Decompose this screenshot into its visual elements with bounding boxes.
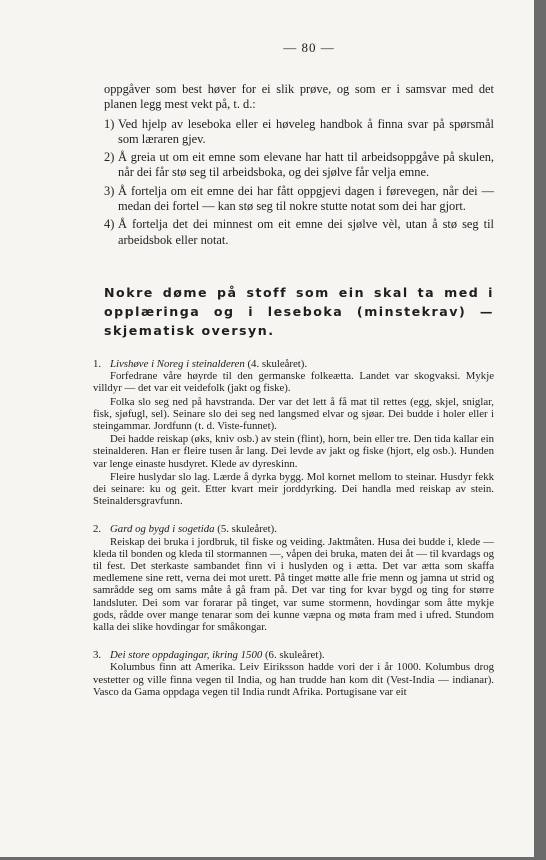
task-list — [104, 117, 494, 248]
section-paragraph: Fleire huslydar slo lag. Lærde å dyrka bygg. Mol kornet mellom to steinar. Husdyr fekk dei seinare: ku og geit. Etter kvart meir jorddyrking. Dei handla med reiskap av stein. Steinaldersgravfunn. — [93, 470, 494, 508]
section-paragraph: Forfedrane våre høyrde til den germanske folkeætta. Landet var skogvaksi. Mykje villdyr — det var eit veidefolk (jakt og fiske). — [93, 370, 494, 395]
intro-paragraph: oppgåver som best høver for ei slik prøve, og som er i samsvar med det planen legg mest vekt på, t. d.: — [104, 82, 494, 112]
section-paragraph: Folka slo seg ned på havstranda. Der var det lett å få mat til rettes (egg, skjel, sniglar, fisk, sjøfugl, sel). Seinare slo dei seg ned langsmed elvar og sjøar. Dei budde i holer eller i steingammar. Jordfunn (t. d. Viste-funnet). — [93, 395, 494, 432]
task-text: Å greia ut om eit emne som elevane har hatt til arbeidsoppgåve på skulen, når dei får stø seg til arbeidsboka, og dei sjølve får velja emne. — [118, 150, 494, 180]
section-name: Dei store oppdagingar, ikring 1500 — [110, 649, 263, 662]
section-number: 1. — [93, 357, 102, 370]
section-sogetida — [93, 523, 494, 633]
task-number: 2) — [104, 150, 115, 165]
section-name: Livshøve i Noreg i steinalderen — [110, 357, 245, 370]
section-paragraph: Kolumbus finn att Amerika. Leiv Eiriksson hadde vori der i år 1000. Kolumbus drog vestetter og ville finna vegen til India, og han trudde han kom dit (Vest-India — indianar). Vasco da Gama oppdaga vegen til India rundt Afrika. Portugisane var eit — [93, 661, 494, 698]
section-paragraph: Dei hadde reiskap (øks, kniv osb.) av stein (flint), horn, bein eller tre. Den tida kallar ein steinalderen. Han er fleire tusen år lang. Dei levde av jakt og fiske (hjort, elg osb.). Hunden var lenge einaste husdyret. Klede av dyreskinn. — [93, 433, 494, 470]
section-list — [93, 358, 494, 698]
section-steinalderen — [93, 358, 494, 507]
task-item — [104, 117, 494, 148]
task-text: Ved hjelp av leseboka eller ei høveleg handbok å finna svar på spørsmål som læraren gjev. — [118, 116, 494, 146]
task-number: 4) — [104, 217, 115, 232]
section-title — [93, 358, 494, 370]
page-number: — 80 — — [283, 40, 335, 55]
task-item — [104, 150, 494, 181]
section-name: Gard og bygd i sogetida — [110, 523, 215, 536]
section-title — [93, 649, 494, 661]
section-suffix: (4. skuleåret). — [244, 357, 308, 370]
task-text: Å fortelja om eit emne dei har fått oppgjevi dagen i førevegen, når dei — medan dei fortel — kan stø seg til nokre stutte notat som dei har gjort. — [118, 183, 494, 214]
section-heading: Nokre døme på stoff som ein skal ta med i opplæringa og i leseboka (minstekrav) — skjematisk oversyn. — [104, 284, 494, 338]
section-suffix: (6. skuleåret). — [262, 649, 325, 662]
section-suffix: (5. skuleåret). — [214, 523, 277, 536]
task-number: 3) — [104, 183, 115, 198]
section-number: 2. — [93, 523, 102, 536]
section-paragraph: Reiskap dei bruka i jordbruk, til fiske og veiding. Jaktmåten. Husa dei budde i, klede — kleda til bonden og kleda til stormannen —, våpen dei bruka, maten dei åt — til kvardags og til fest. Det sterkaste sambandet finn vi i huslyden og i ætta. Det var ætta som skaffa medlemene sine rett, verna dei mot urett. På tinget møtte alle frie menn og jamna ut strid og samrådde seg om sams måte å gå fram på. Det var ting for kvar bygd og ting for større landsluter. Dei som var forarar på tinget, var sume stormenn, hovdingar som åtte mykje gods, rådde over mange tenarar som dei kunne væpna og møta fram med i ufred. Stundom kalla dei slike hovdingar for småkongar. — [93, 535, 494, 634]
section-oppdagingar — [93, 649, 494, 698]
task-text: Å fortelja det dei minnest om eit emne dei sjølve vèl, utan å stø seg til arbeidsbok eller notat. — [118, 217, 494, 247]
section-number: 3. — [93, 649, 102, 662]
task-item — [104, 184, 494, 215]
task-item — [104, 217, 494, 248]
task-number: 1) — [104, 116, 115, 131]
section-title — [93, 523, 494, 535]
